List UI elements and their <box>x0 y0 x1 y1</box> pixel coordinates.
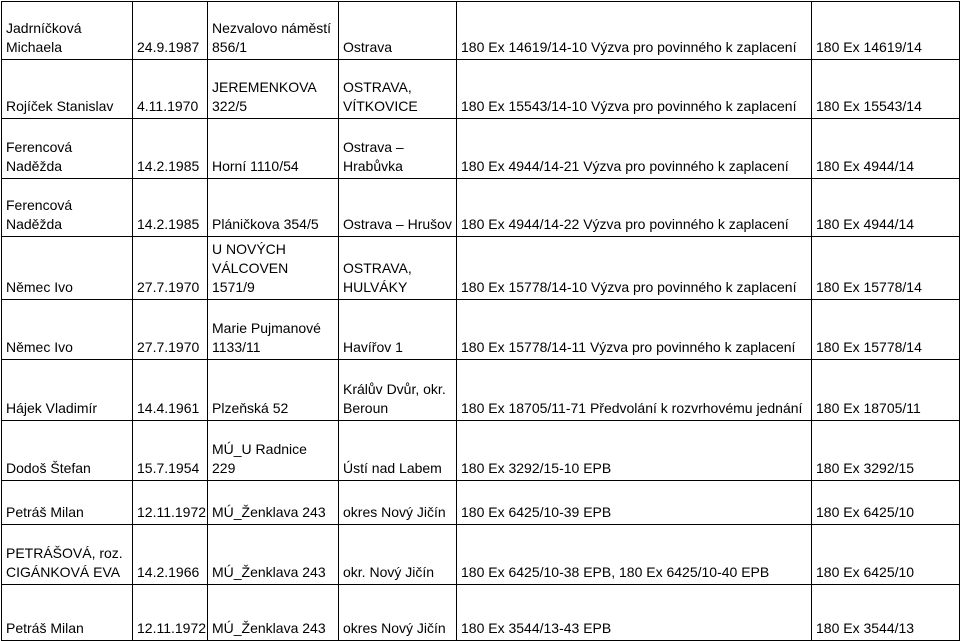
birthdate-cell: 24.9.1987 <box>133 2 208 60</box>
case-description-cell: 180 Ex 3544/13-43 EPB <box>457 585 812 641</box>
birthdate-cell: 14.4.1961 <box>133 360 208 421</box>
case-description-cell: 180 Ex 15543/14-10 Výzva pro povinného k zaplacení <box>457 60 812 119</box>
name-cell: Rojíček Stanislav <box>2 60 133 119</box>
city-cell: Havířov 1 <box>339 300 457 360</box>
name-cell: Němec Ivo <box>2 237 133 300</box>
name-cell: Jadrníčková Michaela <box>2 2 133 60</box>
birthdate-cell: 12.11.1972 <box>133 585 208 641</box>
address-cell: U NOVÝCH VÁLCOVEN 1571/9 <box>208 237 339 300</box>
birthdate-cell: 12.11.1972 <box>133 481 208 525</box>
case-reference-cell: 180 Ex 15778/14 <box>812 237 960 300</box>
table-row <box>2 360 960 421</box>
case-description-cell: 180 Ex 3292/15-10 EPB <box>457 421 812 481</box>
case-description-cell: 180 Ex 15778/14-11 Výzva pro povinného k zaplacení <box>457 300 812 360</box>
table-row <box>2 481 960 525</box>
table-row <box>2 2 960 60</box>
address-cell: MÚ_Ženklava 243 <box>208 525 339 585</box>
address-cell: Marie Pujmanové 1133/11 <box>208 300 339 360</box>
case-reference-cell: 180 Ex 6425/10 <box>812 481 960 525</box>
city-cell: Ostrava <box>339 2 457 60</box>
address-cell: Horní 1110/54 <box>208 119 339 179</box>
address-cell: Nezvalovo náměstí 856/1 <box>208 2 339 60</box>
case-reference-cell: 180 Ex 15543/14 <box>812 60 960 119</box>
birthdate-cell: 14.2.1966 <box>133 525 208 585</box>
address-cell: JEREMENKOVA 322/5 <box>208 60 339 119</box>
birthdate-cell: 14.2.1985 <box>133 179 208 237</box>
table-row <box>2 179 960 237</box>
address-cell: Pláničkova 354/5 <box>208 179 339 237</box>
address-cell: MÚ_Ženklava 243 <box>208 481 339 525</box>
city-cell: Ostrava – Hrabůvka <box>339 119 457 179</box>
city-cell: okres Nový Jičín <box>339 481 457 525</box>
table-row <box>2 300 960 360</box>
city-cell: okr. Nový Jičín <box>339 525 457 585</box>
records-table-body <box>2 2 960 641</box>
name-cell: Ferencová Naděžda <box>2 119 133 179</box>
table-row <box>2 237 960 300</box>
table-row <box>2 119 960 179</box>
case-description-cell: 180 Ex 15778/14-10 Výzva pro povinného k zaplacení <box>457 237 812 300</box>
name-cell: Petráš Milan <box>2 585 133 641</box>
table-row <box>2 421 960 481</box>
city-cell: Králův Dvůr, okr. Beroun <box>339 360 457 421</box>
case-description-cell: 180 Ex 6425/10-38 EPB, 180 Ex 6425/10-40 EPB <box>457 525 812 585</box>
birthdate-cell: 15.7.1954 <box>133 421 208 481</box>
birthdate-cell: 27.7.1970 <box>133 300 208 360</box>
case-reference-cell: 180 Ex 3292/15 <box>812 421 960 481</box>
case-description-cell: 180 Ex 6425/10-39 EPB <box>457 481 812 525</box>
case-reference-cell: 180 Ex 6425/10 <box>812 525 960 585</box>
name-cell: Petráš Milan <box>2 481 133 525</box>
name-cell: PETRÁŠOVÁ, roz. CIGÁNKOVÁ EVA <box>2 525 133 585</box>
case-reference-cell: 180 Ex 3544/13 <box>812 585 960 641</box>
table-row <box>2 585 960 641</box>
case-description-cell: 180 Ex 14619/14-10 Výzva pro povinného k zaplacení <box>457 2 812 60</box>
birthdate-cell: 14.2.1985 <box>133 119 208 179</box>
table-row <box>2 525 960 585</box>
table-row <box>2 60 960 119</box>
city-cell: Ústí nad Labem <box>339 421 457 481</box>
address-cell: MÚ_U Radnice 229 <box>208 421 339 481</box>
case-reference-cell: 180 Ex 18705/11 <box>812 360 960 421</box>
records-table <box>1 1 960 641</box>
address-cell: Plzeňská 52 <box>208 360 339 421</box>
city-cell: OSTRAVA, VÍTKOVICE <box>339 60 457 119</box>
case-description-cell: 180 Ex 18705/11-71 Předvolání k rozvrhovému jednání <box>457 360 812 421</box>
case-reference-cell: 180 Ex 15778/14 <box>812 300 960 360</box>
birthdate-cell: 4.11.1970 <box>133 60 208 119</box>
name-cell: Ferencová Naděžda <box>2 179 133 237</box>
case-reference-cell: 180 Ex 4944/14 <box>812 179 960 237</box>
case-reference-cell: 180 Ex 4944/14 <box>812 119 960 179</box>
case-description-cell: 180 Ex 4944/14-22 Výzva pro povinného k zaplacení <box>457 179 812 237</box>
city-cell: Ostrava – Hrušov <box>339 179 457 237</box>
city-cell: OSTRAVA, HULVÁKY <box>339 237 457 300</box>
case-description-cell: 180 Ex 4944/14-21 Výzva pro povinného k zaplacení <box>457 119 812 179</box>
birthdate-cell: 27.7.1970 <box>133 237 208 300</box>
address-cell: MÚ_Ženklava 243 <box>208 585 339 641</box>
name-cell: Němec Ivo <box>2 300 133 360</box>
city-cell: okres Nový Jičín <box>339 585 457 641</box>
name-cell: Hájek Vladimír <box>2 360 133 421</box>
name-cell: Dodoš Štefan <box>2 421 133 481</box>
case-reference-cell: 180 Ex 14619/14 <box>812 2 960 60</box>
